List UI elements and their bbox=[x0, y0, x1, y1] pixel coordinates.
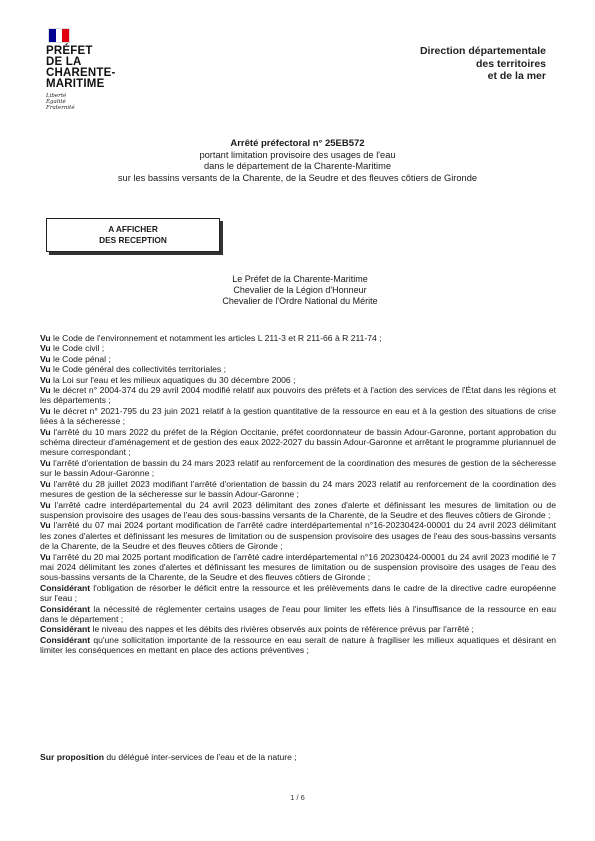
prefet-line: Chevalier de la Légion d'Honneur bbox=[233, 285, 367, 295]
arrete-subtitle-line: sur les bassins versants de la Charente, de la Seudre et des fleuves côtiers de Gironde bbox=[117, 172, 478, 183]
visa-lead: Considérant bbox=[40, 624, 91, 635]
visa-paragraph bbox=[40, 520, 556, 551]
prefecture-name-line: DE LA bbox=[46, 56, 82, 68]
visa-paragraph bbox=[40, 333, 556, 343]
prefecture-name-line: CHARENTE- bbox=[46, 67, 116, 79]
arrete-subtitle-line: dans le département de la Charente-Maritime bbox=[203, 161, 392, 171]
visa-lead: Considérant bbox=[40, 634, 91, 645]
visa-text: la nécessité de réglementer certains usages de l'eau pour limiter les effets liés à l'insuffisance de la ressource en eau dans le département ; bbox=[40, 603, 556, 624]
visa-text: le décret n° 2004-374 du 29 avril 2004 modifié relatif aux pouvoirs des préfets et à l'action des services de l'État dans les régions et les départements ; bbox=[40, 385, 556, 406]
republic-motto bbox=[46, 93, 136, 112]
visa-lead: Vu bbox=[40, 405, 51, 416]
visa-paragraph bbox=[40, 375, 556, 385]
visa-text: l'arrêté du 10 mars 2022 du préfet de la Région Occitanie, préfet coordonnateur de bassin Adour-Garonne, portant approbation du schéma directeur d'aménagement et de gestion des eaux 2022-2027 du bassin Adour-Garonne et arrêtant le programme pluriannuel de mesure correspondant ; bbox=[40, 426, 556, 458]
visa-lead: Considérant bbox=[40, 582, 91, 593]
visa-paragraph bbox=[40, 500, 556, 521]
visa-lead: Considérant bbox=[40, 603, 91, 614]
proposition-lead: Sur proposition bbox=[40, 752, 104, 762]
motto-line: Égalité bbox=[46, 99, 66, 106]
prefecture-name-line: PRÉFET bbox=[46, 45, 93, 57]
visa-text: l'arrêté du 07 mai 2024 portant modification de l'arrêté cadre interdépartemental n°16-20230424-00001 du 24 avril 2023 délimitant les zones d'alertes et définissant les mesures de limitation ou de suspension provisoire des usages de l'eau des sous-bassins versants de la Charente, de la Seudre et des fleuves côtiers de Gironde ; bbox=[40, 520, 556, 552]
visa-text: qu'une sollicitation importante de la ressource en eau serait de nature à fragiliser les milieux aquatiques et désirant en limiter les conséquences en mettant en place des actions préventives ; bbox=[40, 634, 556, 656]
motto-line: Fraternité bbox=[46, 105, 75, 112]
visa-lead: Vu bbox=[40, 520, 51, 531]
arrete-subtitle-line: portant limitation provisoire des usages de l'eau bbox=[199, 149, 396, 160]
flag-blue-stripe bbox=[49, 29, 56, 42]
visa-lead: Vu bbox=[40, 426, 51, 437]
proposition-paragraph bbox=[40, 752, 556, 762]
proposition-text: du délégué inter-services de l'eau et de la nature ; bbox=[103, 752, 297, 762]
visa-lead: Vu bbox=[40, 499, 51, 510]
visa-paragraph bbox=[40, 635, 556, 656]
visa-lead: Vu bbox=[40, 353, 51, 364]
visa-paragraph bbox=[40, 385, 556, 406]
visa-paragraph bbox=[40, 406, 556, 427]
visa-text: l'arrêté d'orientation de bassin du 24 mars 2023 relatif au renforcement de la coordination des mesures de gestion de la sécheresse sur le bassin Adour-Garonne ; bbox=[40, 457, 556, 479]
visa-lead: Vu bbox=[40, 343, 51, 354]
visa-text: le Code de l'environnement et notamment les articles L 211-3 et R 211-66 à R 211-74 ; bbox=[50, 333, 382, 343]
visa-text: la Loi sur l'eau et les milieux aquatiques du 30 décembre 2006 ; bbox=[50, 374, 296, 385]
visa-text: le Code général des collectivités territoriales ; bbox=[50, 364, 226, 375]
visa-text: l'arrêté cadre interdépartemental du 24 avril 2023 délimitant des zones d'alerte et définissant les mesures de limitation ou de suspension provisoire des usages de l'eau des sous-bassins versants de la Charente, de la Seudre et des fleuves côtiers de Gironde ; bbox=[40, 499, 556, 520]
visa-lead: Vu bbox=[40, 333, 51, 343]
visa-paragraph bbox=[40, 458, 556, 479]
visa-lead: Vu bbox=[40, 374, 51, 385]
visa-lead: Vu bbox=[40, 478, 51, 489]
flag-red-stripe bbox=[62, 29, 69, 42]
flag-white-stripe bbox=[56, 29, 63, 42]
prefet-line: Le Préfet de la Charente-Maritime bbox=[232, 274, 368, 284]
visa-lead: Vu bbox=[40, 551, 51, 562]
visa-text: le Code civil ; bbox=[50, 343, 105, 354]
marianne-flag-icon bbox=[48, 28, 70, 43]
arrete-title: Arrêté préfectoral n° 25EB572 bbox=[230, 138, 365, 149]
direction-line: et de la mer bbox=[487, 70, 546, 82]
visa-paragraph bbox=[40, 354, 556, 364]
motto-line: Liberté bbox=[46, 93, 67, 99]
visa-paragraph bbox=[40, 583, 556, 604]
visa-text: le décret n° 2021-795 du 23 juin 2021 relatif à la gestion quantitative de la ressource en eau et à la gestion des situations de crise liées à la sécheresse ; bbox=[40, 405, 556, 427]
visa-text: l'arrêté du 20 mai 2025 portant modification de l'arrêté cadre interdépartemental n°16 20230424-00001 du 24 avril 2023 modifié le 7 mai 2024 délimitant les zones d'alertes et définissant les mesures de limitation ou de suspension provisoire des usages de l'eau des sous-bassins versants de la Charente, de la Seudre et des fleuves côtiers de Gironde ; bbox=[40, 551, 556, 583]
direction-heading bbox=[420, 45, 546, 83]
visa-text: le Code pénal ; bbox=[50, 353, 111, 364]
arrete-title-block bbox=[40, 138, 555, 184]
visa-text: l'arrêté du 28 juillet 2023 modifiant l'arrêté d'orientation de bassin du 24 mars 2023 relatif au renforcement de la coordination des mesures de gestion de la sécheresse sur le bassin Adour-Garonne ; bbox=[40, 478, 556, 500]
prefecture-name-line: MARITIME bbox=[46, 78, 105, 90]
visa-paragraph bbox=[40, 479, 556, 500]
visa-paragraph bbox=[40, 624, 556, 634]
visa-paragraph bbox=[40, 552, 556, 583]
prefet-line: Chevalier de l'Ordre National du Mérite bbox=[222, 296, 378, 306]
visa-lead: Vu bbox=[40, 385, 51, 396]
direction-line: Direction départementale bbox=[419, 45, 546, 57]
page-number: 1 / 6 bbox=[290, 793, 305, 802]
notice-line: A AFFICHER bbox=[108, 224, 158, 234]
prefecture-logo bbox=[46, 28, 136, 112]
visa-paragraph bbox=[40, 364, 556, 374]
visas-list bbox=[40, 333, 556, 656]
visa-paragraph bbox=[40, 604, 556, 625]
visa-lead: Vu bbox=[40, 457, 51, 468]
prefet-titles bbox=[150, 274, 450, 307]
visa-lead: Vu bbox=[40, 364, 51, 375]
visa-text: le niveau des nappes et les débits des rivières observés aux points de référence prévus par l'arrêté ; bbox=[90, 624, 474, 635]
visa-paragraph bbox=[40, 343, 556, 353]
notice-line: DES RECEPTION bbox=[99, 235, 167, 245]
display-notice-box bbox=[46, 218, 220, 252]
visa-text: l'obligation de résorber le déficit entre la ressource et les prélèvements dans le cadre de la directive cadre européenne sur l'eau ; bbox=[40, 582, 556, 604]
direction-line: des territoires bbox=[475, 57, 546, 70]
visa-paragraph bbox=[40, 427, 556, 458]
